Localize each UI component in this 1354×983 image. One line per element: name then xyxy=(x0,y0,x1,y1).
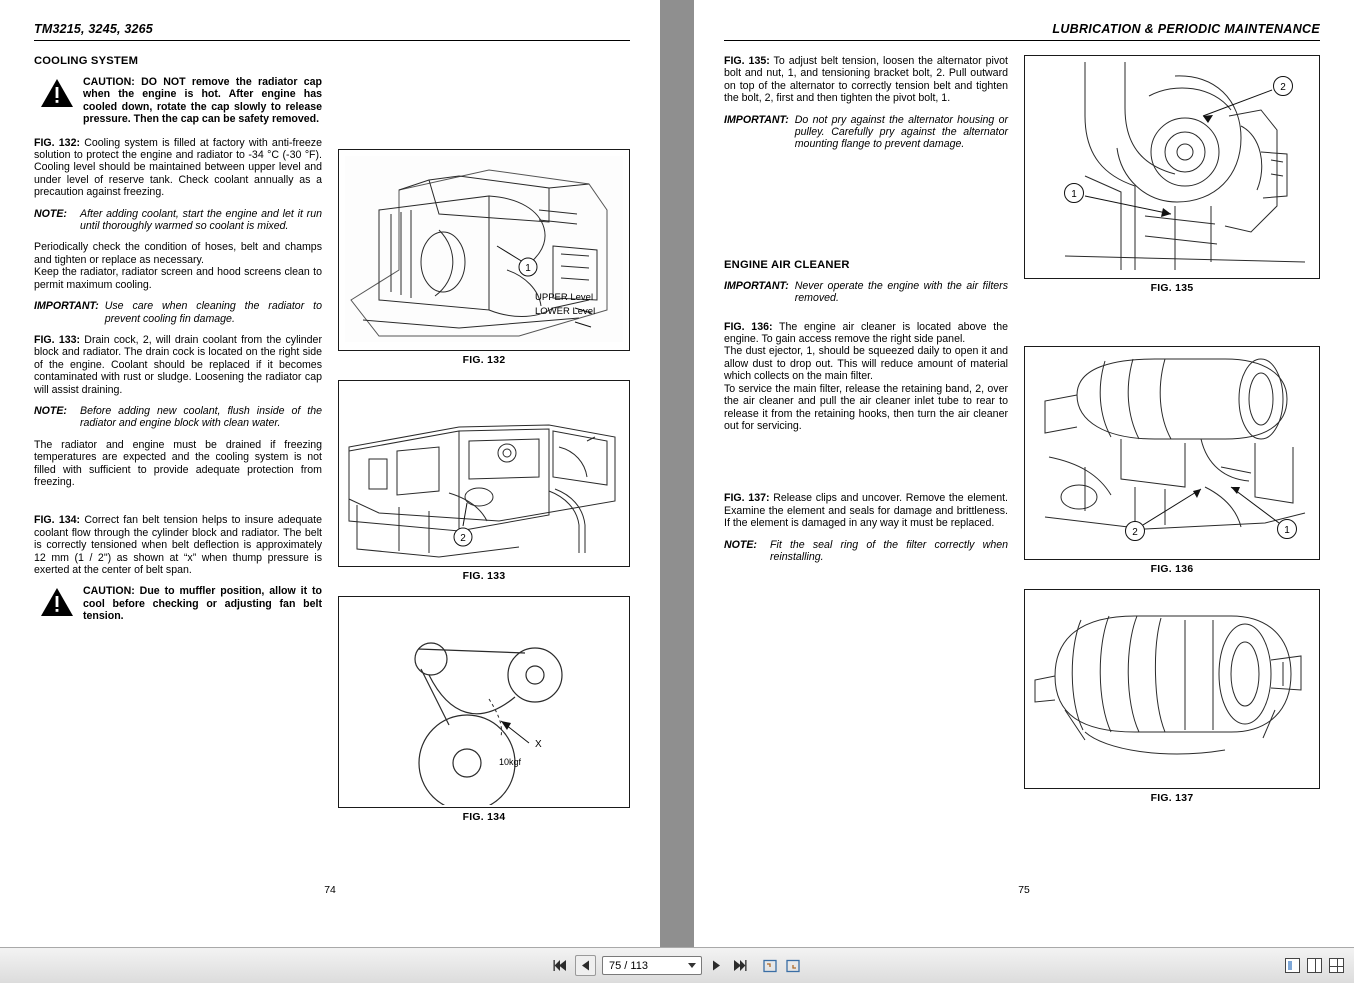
important-block-1 xyxy=(34,300,322,325)
fig134-label: FIG. 134: xyxy=(34,514,81,527)
left-figure-column xyxy=(338,55,630,837)
chapter-title: LUBRICATION & PERIODIC MAINTENANCE xyxy=(1052,22,1320,36)
paragraph-drain-freezing: The radiator and engine must be drained if freezing temperatures are expected and the cooling system is not filled with sufficient to provide adequate protection from freezing. xyxy=(34,438,322,488)
caution-block-radiator-cap xyxy=(34,76,322,126)
right-figure-column xyxy=(1024,55,1320,818)
page-header-right xyxy=(724,22,1320,41)
note-text-2: Before adding new coolant, flush inside of the radiator and engine block with clean water. xyxy=(80,404,322,430)
cooling-system-heading: COOLING SYSTEM xyxy=(34,55,139,67)
paragraph-hoses: Periodically check the condition of hoses, belt and champs and tighten or replace as necessary. xyxy=(34,241,322,266)
fit-width-icon[interactable] xyxy=(785,957,802,974)
fig135-text: To adjust belt tension, loosen the alternator pivot bolt and nut, 1, and tensioning bracket bolt, 2. Pull outward on top of the alternator to correctly tension belt and tighten the bolt, 2, first and then tighten the pivot bolt, 1. xyxy=(724,55,1008,105)
left-page-columns xyxy=(34,55,630,837)
figure-134-caption: FIG. 134 xyxy=(462,812,506,823)
svg-text:2: 2 xyxy=(1132,527,1138,538)
fig137-text: Release clips and uncover. Remove the element. Examine the element and seals for damage and brittleness. If the element is damaged in any way it must be replaced. xyxy=(724,492,1008,530)
note-block-1 xyxy=(34,208,322,233)
important-tag-1: IMPORTANT: xyxy=(34,300,99,313)
svg-text:10kgf: 10kgf xyxy=(499,757,522,767)
important-tag-alternator: IMPORTANT: xyxy=(724,113,789,126)
figure-133-image xyxy=(338,380,630,567)
figure-137-caption: FIG. 137 xyxy=(1150,793,1194,804)
fig135-label: FIG. 135: xyxy=(724,55,770,67)
note-text-1: After adding coolant, start the engine and let it run until thoroughly warmed so coolant is mixed. xyxy=(80,207,322,233)
note-tag-seal-ring: NOTE: xyxy=(724,538,757,551)
fig133-text: Drain cock, 2, will drain coolant from the cylinder block and radiator. The drain cock is located on the right side of the engine. Coolant should be replaced if it becomes contaminated with rust or sludge. Loosening the radiator cap will assist draining. xyxy=(34,333,322,396)
fig132-lower-level-label: LOWER Level xyxy=(535,306,596,317)
note-block-seal-ring xyxy=(724,539,1008,564)
figure-132-caption: FIG. 132 xyxy=(462,355,506,366)
fig134-paragraph xyxy=(34,514,322,576)
fig137-paragraph xyxy=(724,492,1008,529)
fig136-text: The engine air cleaner is located above the engine. To gain access remove the right side panel. xyxy=(724,320,1008,346)
fig134-text: Correct fan belt tension helps to insure adequate coolant flow through the cylinder block and radiator. The belt is correctly tensioned when belt deflection is approximately 12 mm (1 / 2") as shown at “x” when thump pressure is exerted at the center of belt span. xyxy=(34,514,322,576)
important-block-alternator xyxy=(724,114,1008,151)
fig136-paragraph-3: To service the main filter, release the retaining band, 2, over the air cleaner and pull the air cleaner inlet tube to rear to release it from the retaining hooks, then turn the air cleaner out for servicing. xyxy=(724,382,1008,432)
figure-134-image xyxy=(338,596,630,808)
viewer-toolbar[interactable] xyxy=(0,947,1354,983)
paragraph-radiator-screen: Keep the radiator, radiator screen and hood screens clean to permit maximum cooling. xyxy=(34,266,322,291)
fig132-text: Cooling system is filled at factory with anti-freeze solution to protect the engine and radiator to -34 °C (-30 °F). Cooling level should be maintained between upper level and under level of reserve tank. Check coolant annually as a precaution against freezing. xyxy=(34,136,322,199)
note-tag-1: NOTE: xyxy=(34,207,67,220)
fig137-label: FIG. 137: xyxy=(724,492,770,505)
svg-text:1: 1 xyxy=(1071,189,1077,200)
svg-text:1: 1 xyxy=(525,263,531,274)
page-number-left: 74 xyxy=(324,885,336,896)
last-page-icon[interactable] xyxy=(731,957,748,974)
figure-136-image xyxy=(1024,346,1320,560)
right-text-column xyxy=(724,55,1008,818)
navigation-controls xyxy=(552,955,802,976)
thumbnail-view-icon[interactable] xyxy=(1285,958,1300,973)
important-tag-air-filter: IMPORTANT: xyxy=(724,279,789,292)
previous-page-icon[interactable] xyxy=(575,955,596,976)
important-text-alternator: Do not pry against the alternator housing or pulley. Carefully pry against the alternator mounting flange to prevent damage. xyxy=(794,113,1008,151)
fit-page-icon[interactable] xyxy=(762,957,779,974)
important-block-air-filter xyxy=(724,280,1008,305)
fig136-paragraph-2: The dust ejector, 1, should be squeezed daily to open it and allow dust to drop out. This will reduce amount of material which collects on the main filter. xyxy=(724,345,1008,383)
first-page-icon[interactable] xyxy=(552,957,569,974)
fig132-paragraph xyxy=(34,137,322,199)
fig136-paragraph xyxy=(724,321,1008,346)
view-mode-controls xyxy=(1285,958,1344,973)
fig132-label: FIG. 132: xyxy=(34,136,80,149)
warning-triangle-icon-2 xyxy=(40,587,74,617)
chevron-down-icon[interactable] xyxy=(688,963,696,968)
svg-text:2: 2 xyxy=(460,533,466,544)
manual-model-title: TM3215, 3245, 3265 xyxy=(34,22,153,36)
caution-block-muffler xyxy=(34,585,322,622)
svg-text:2: 2 xyxy=(1280,82,1286,93)
fig132-upper-level-label: UPPER Level xyxy=(535,292,594,303)
caution-text-1: CAUTION: DO NOT remove the radiator cap when the engine is hot. After engine has cooled down, rotate the cap slowly to release pressure. Then the cap can be safety removed. xyxy=(83,76,322,126)
figure-133-caption: FIG. 133 xyxy=(462,571,506,582)
next-page-icon[interactable] xyxy=(708,957,725,974)
warning-triangle-icon xyxy=(40,78,74,108)
document-page-left[interactable] xyxy=(0,0,660,948)
note-block-2 xyxy=(34,405,322,430)
fig135-paragraph xyxy=(724,55,1008,105)
page-number-right: 75 xyxy=(1018,885,1030,896)
figure-135-caption: FIG. 135 xyxy=(1150,283,1194,294)
page-number-input[interactable] xyxy=(602,956,702,975)
grid-view-icon[interactable] xyxy=(1329,958,1344,973)
important-text-1: Use care when cleaning the radiator to prevent cooling fin damage. xyxy=(104,300,322,325)
svg-text:X: X xyxy=(535,739,542,750)
svg-text:1: 1 xyxy=(1284,525,1290,536)
fig133-label: FIG. 133: xyxy=(34,333,81,346)
figure-136-caption: FIG. 136 xyxy=(1150,564,1194,575)
figure-135-image xyxy=(1024,55,1320,279)
fig133-paragraph xyxy=(34,334,322,396)
document-page-right[interactable] xyxy=(694,0,1354,948)
page-header-left xyxy=(34,22,630,41)
right-page-columns xyxy=(724,55,1320,818)
left-text-column xyxy=(34,55,322,837)
figure-137-image xyxy=(1024,589,1320,789)
page-gutter xyxy=(662,0,692,948)
engine-air-cleaner-heading: ENGINE AIR CLEANER xyxy=(724,258,850,271)
important-text-air-filter: Never operate the engine with the air filters removed. xyxy=(794,279,1008,305)
page-number-value: 75 / 113 xyxy=(609,959,648,972)
two-page-view-icon[interactable] xyxy=(1307,958,1322,973)
figure-132-image xyxy=(338,149,630,351)
note-tag-2: NOTE: xyxy=(34,404,67,417)
note-text-seal-ring: Fit the seal ring of the filter correctly when reinstalling. xyxy=(770,538,1008,563)
fig136-label: FIG. 136: xyxy=(724,320,773,333)
caution-text-2: CAUTION: Due to muffler position, allow it to cool before checking or adjusting fan belt tension. xyxy=(83,585,322,623)
